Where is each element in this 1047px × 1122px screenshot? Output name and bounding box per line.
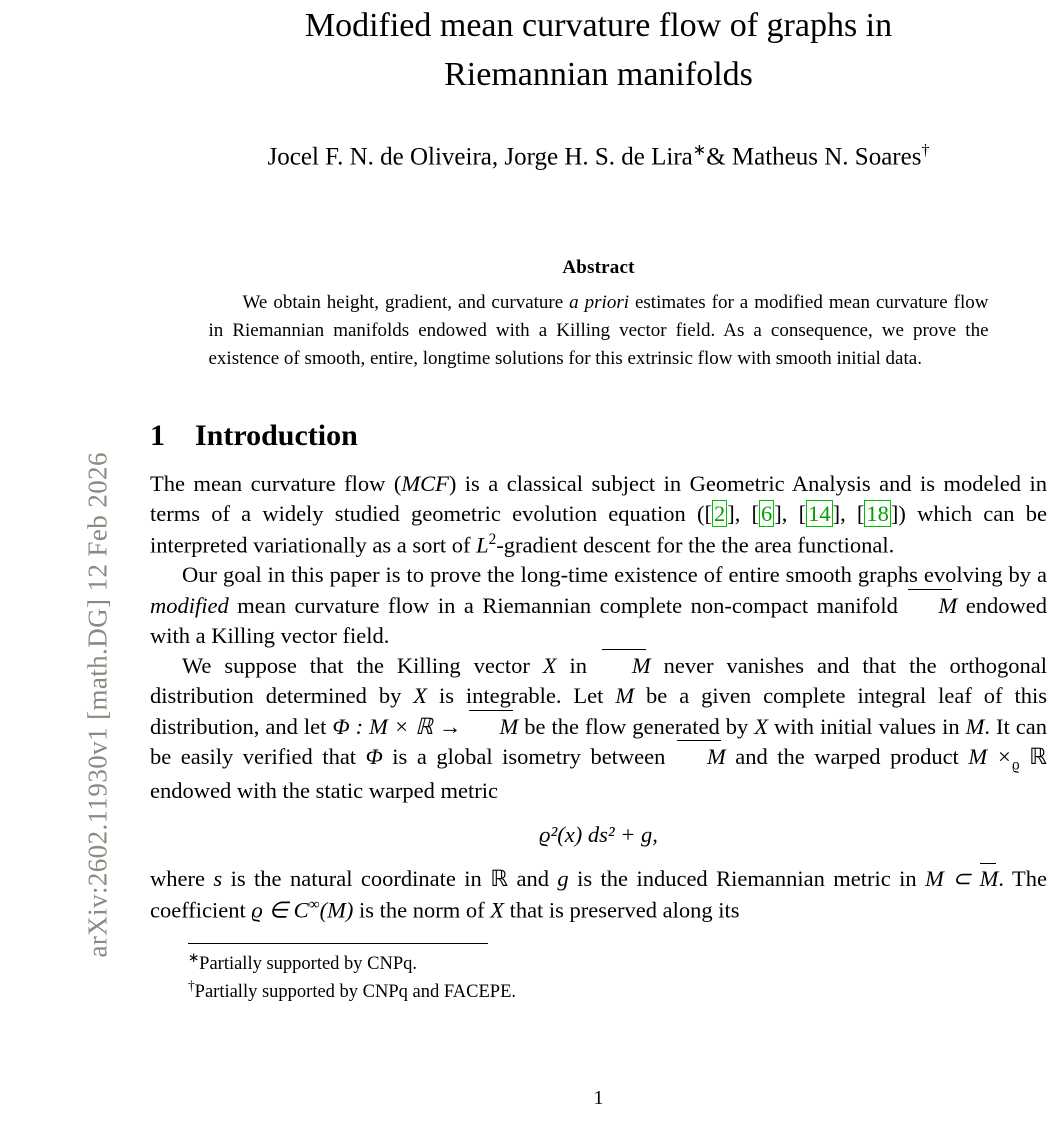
section-number: 1 <box>150 419 165 452</box>
p3-part-b: in <box>556 653 600 678</box>
p4-m-bar: M <box>980 864 999 894</box>
footnote-1-mark: ∗ <box>188 950 200 966</box>
p3-part-c: never vanishes and that the orthogonal distribution determined by <box>150 653 1047 709</box>
p3-warped-product: M × <box>968 743 1012 769</box>
arxiv-stamp <box>0 0 150 1000</box>
p3-m-bar-2: M <box>467 712 518 742</box>
footnote-separator <box>188 943 488 944</box>
p3-part-h: . It can be easily verified that <box>150 713 1047 769</box>
abstract-line-4: solutions for this extrinsic flow with smooth initial data. <box>495 348 922 370</box>
p3-x-3: X <box>754 713 769 739</box>
p3-part-j: and the warped product <box>725 743 969 769</box>
p4-rho-exponent: ∞ <box>308 895 320 913</box>
p3-warped-product-2: ℝ <box>1019 743 1047 769</box>
abstract-line-2: mean curvature flow in Riemannian manifolds endowed with a Killing vector <box>208 292 989 342</box>
p4-s: s <box>213 866 223 892</box>
p4-part-c: is the induced Riemannian metric in <box>568 866 926 892</box>
p4-rho: ϱ ∈ C <box>251 897 309 923</box>
p4-part-d: . The coefficient <box>150 866 1047 923</box>
citation-2[interactable]: 2 <box>713 501 726 527</box>
abstract-line-3: field. As a consequence, we prove the existence of smooth, entire, longtime <box>208 320 989 370</box>
p3-x-2: X <box>413 683 428 709</box>
p3-m: M <box>615 683 635 709</box>
abstract-emph-a-priori: a priori <box>569 292 629 314</box>
p3-part-d: is integrable. Let <box>427 683 616 709</box>
p3-warp-subscript: ϱ <box>1011 756 1020 774</box>
p4-part-e: is the norm of <box>353 897 491 923</box>
p2-part-c: endowed with a Killing vector field. <box>150 592 1047 648</box>
footnote-2-mark: † <box>188 978 195 994</box>
p3-part-g: with initial values in <box>768 713 966 739</box>
p3-part-k: endowed with the static warped metric <box>150 777 499 803</box>
title-line-1: Modified mean curvature flow of graphs in <box>304 7 893 44</box>
page-title <box>150 0 1047 100</box>
title-line-2: Riemannian manifolds <box>444 55 753 93</box>
equation-text: ϱ²(x) ds² + g, <box>539 822 658 848</box>
p3-part-i: is a global isometry between <box>382 743 675 769</box>
section-heading-introduction <box>150 419 1047 453</box>
p3-part-e: be a given complete integral leaf of this distribution, and let <box>150 683 1047 739</box>
footnote-1 <box>188 949 1047 977</box>
authors-text: Jocel F. N. de Oliveira, Jorge H. S. de Lira <box>267 143 693 171</box>
page-number: 1 <box>593 1087 604 1109</box>
p1-part-f: ]) which can be interpreted variationally as a sort of <box>150 501 1047 557</box>
p1-mcf: MCF <box>401 471 449 496</box>
footnotes <box>188 949 1047 1005</box>
p3-m-bar-3: M <box>675 742 726 772</box>
p2-emph-modified: modified <box>150 592 229 618</box>
p3-phi-map: Φ : M × ℝ → <box>332 713 468 739</box>
p2-part-a: Our goal in this paper is to prove the long-time existence of entire smooth graphs evolving by a <box>182 562 1047 588</box>
paragraph-4 <box>150 864 1047 925</box>
abstract-body <box>209 289 989 373</box>
footnote-1-text: Partially supported by CNPq. <box>199 954 418 975</box>
p3-part-a: We suppose that the Killing vector <box>182 653 543 678</box>
section-title: Introduction <box>195 419 358 452</box>
paragraph-2 <box>150 560 1047 651</box>
footnote-2 <box>188 977 1047 1005</box>
authors-text-mid: & Matheus N. Soares <box>706 143 922 171</box>
author-list <box>150 140 1047 171</box>
abstract-heading: Abstract <box>562 257 635 279</box>
p2-m-bar: M <box>906 591 957 621</box>
p1-part-b: ) is a classical subject in Geometric Analysis and is modeled in terms of a widely studied geometric evolution equation ([ <box>150 471 1047 527</box>
abstract-line-1: We obtain height, gradient, and curvature <box>242 292 564 314</box>
p3-m-bar: M <box>600 651 651 681</box>
p1-part-d: ], [ <box>774 501 807 527</box>
p2-part-b: mean curvature flow in a Riemannian complete non-compact manifold <box>228 592 907 618</box>
p4-x: X <box>490 897 504 923</box>
p4-part-f: that is preserved along its <box>503 897 740 923</box>
display-equation-metric <box>150 820 1047 850</box>
author-footnote-mark-2: † <box>921 141 930 159</box>
p3-part-f: be the flow generated by <box>518 713 755 739</box>
footnote-2-text: Partially supported by CNPq and FACEPE. <box>194 982 517 1003</box>
p4-part-a: where <box>150 866 214 892</box>
paragraph-1 <box>150 469 1047 560</box>
introduction-body <box>150 469 1047 925</box>
citation-14[interactable]: 14 <box>808 501 831 527</box>
p4-m-subset: M ⊂ <box>925 866 980 892</box>
p1-part-e: ], [ <box>832 501 865 527</box>
citation-18[interactable]: 18 <box>866 501 889 527</box>
p4-g: g <box>557 866 569 892</box>
abstract-line-1-end: estimates for a modified <box>634 292 823 314</box>
p4-rho-arg: (M) <box>319 897 354 923</box>
p4-part-b: is the natural coordinate in ℝ and <box>222 866 558 892</box>
p1-l2: L <box>476 532 489 557</box>
p3-x: X <box>542 653 557 678</box>
p1-part-c: ], [ <box>727 501 760 527</box>
p3-m-2: M <box>965 713 985 739</box>
p1-part-g: -gradient descent for the the area functional. <box>496 532 895 557</box>
p1-part-a: The mean curvature flow ( <box>150 471 402 496</box>
paper-page <box>150 0 1047 1122</box>
p3-phi-2: Φ <box>365 743 383 769</box>
arxiv-stamp-text: arXiv:2602.11930v1 [math.DG] 12 Feb 2026 <box>82 452 113 958</box>
citation-6[interactable]: 6 <box>761 501 773 527</box>
p1-l2-exponent: 2 <box>488 530 497 548</box>
paragraph-3 <box>150 651 1047 806</box>
author-footnote-mark-1: ∗ <box>692 141 707 159</box>
